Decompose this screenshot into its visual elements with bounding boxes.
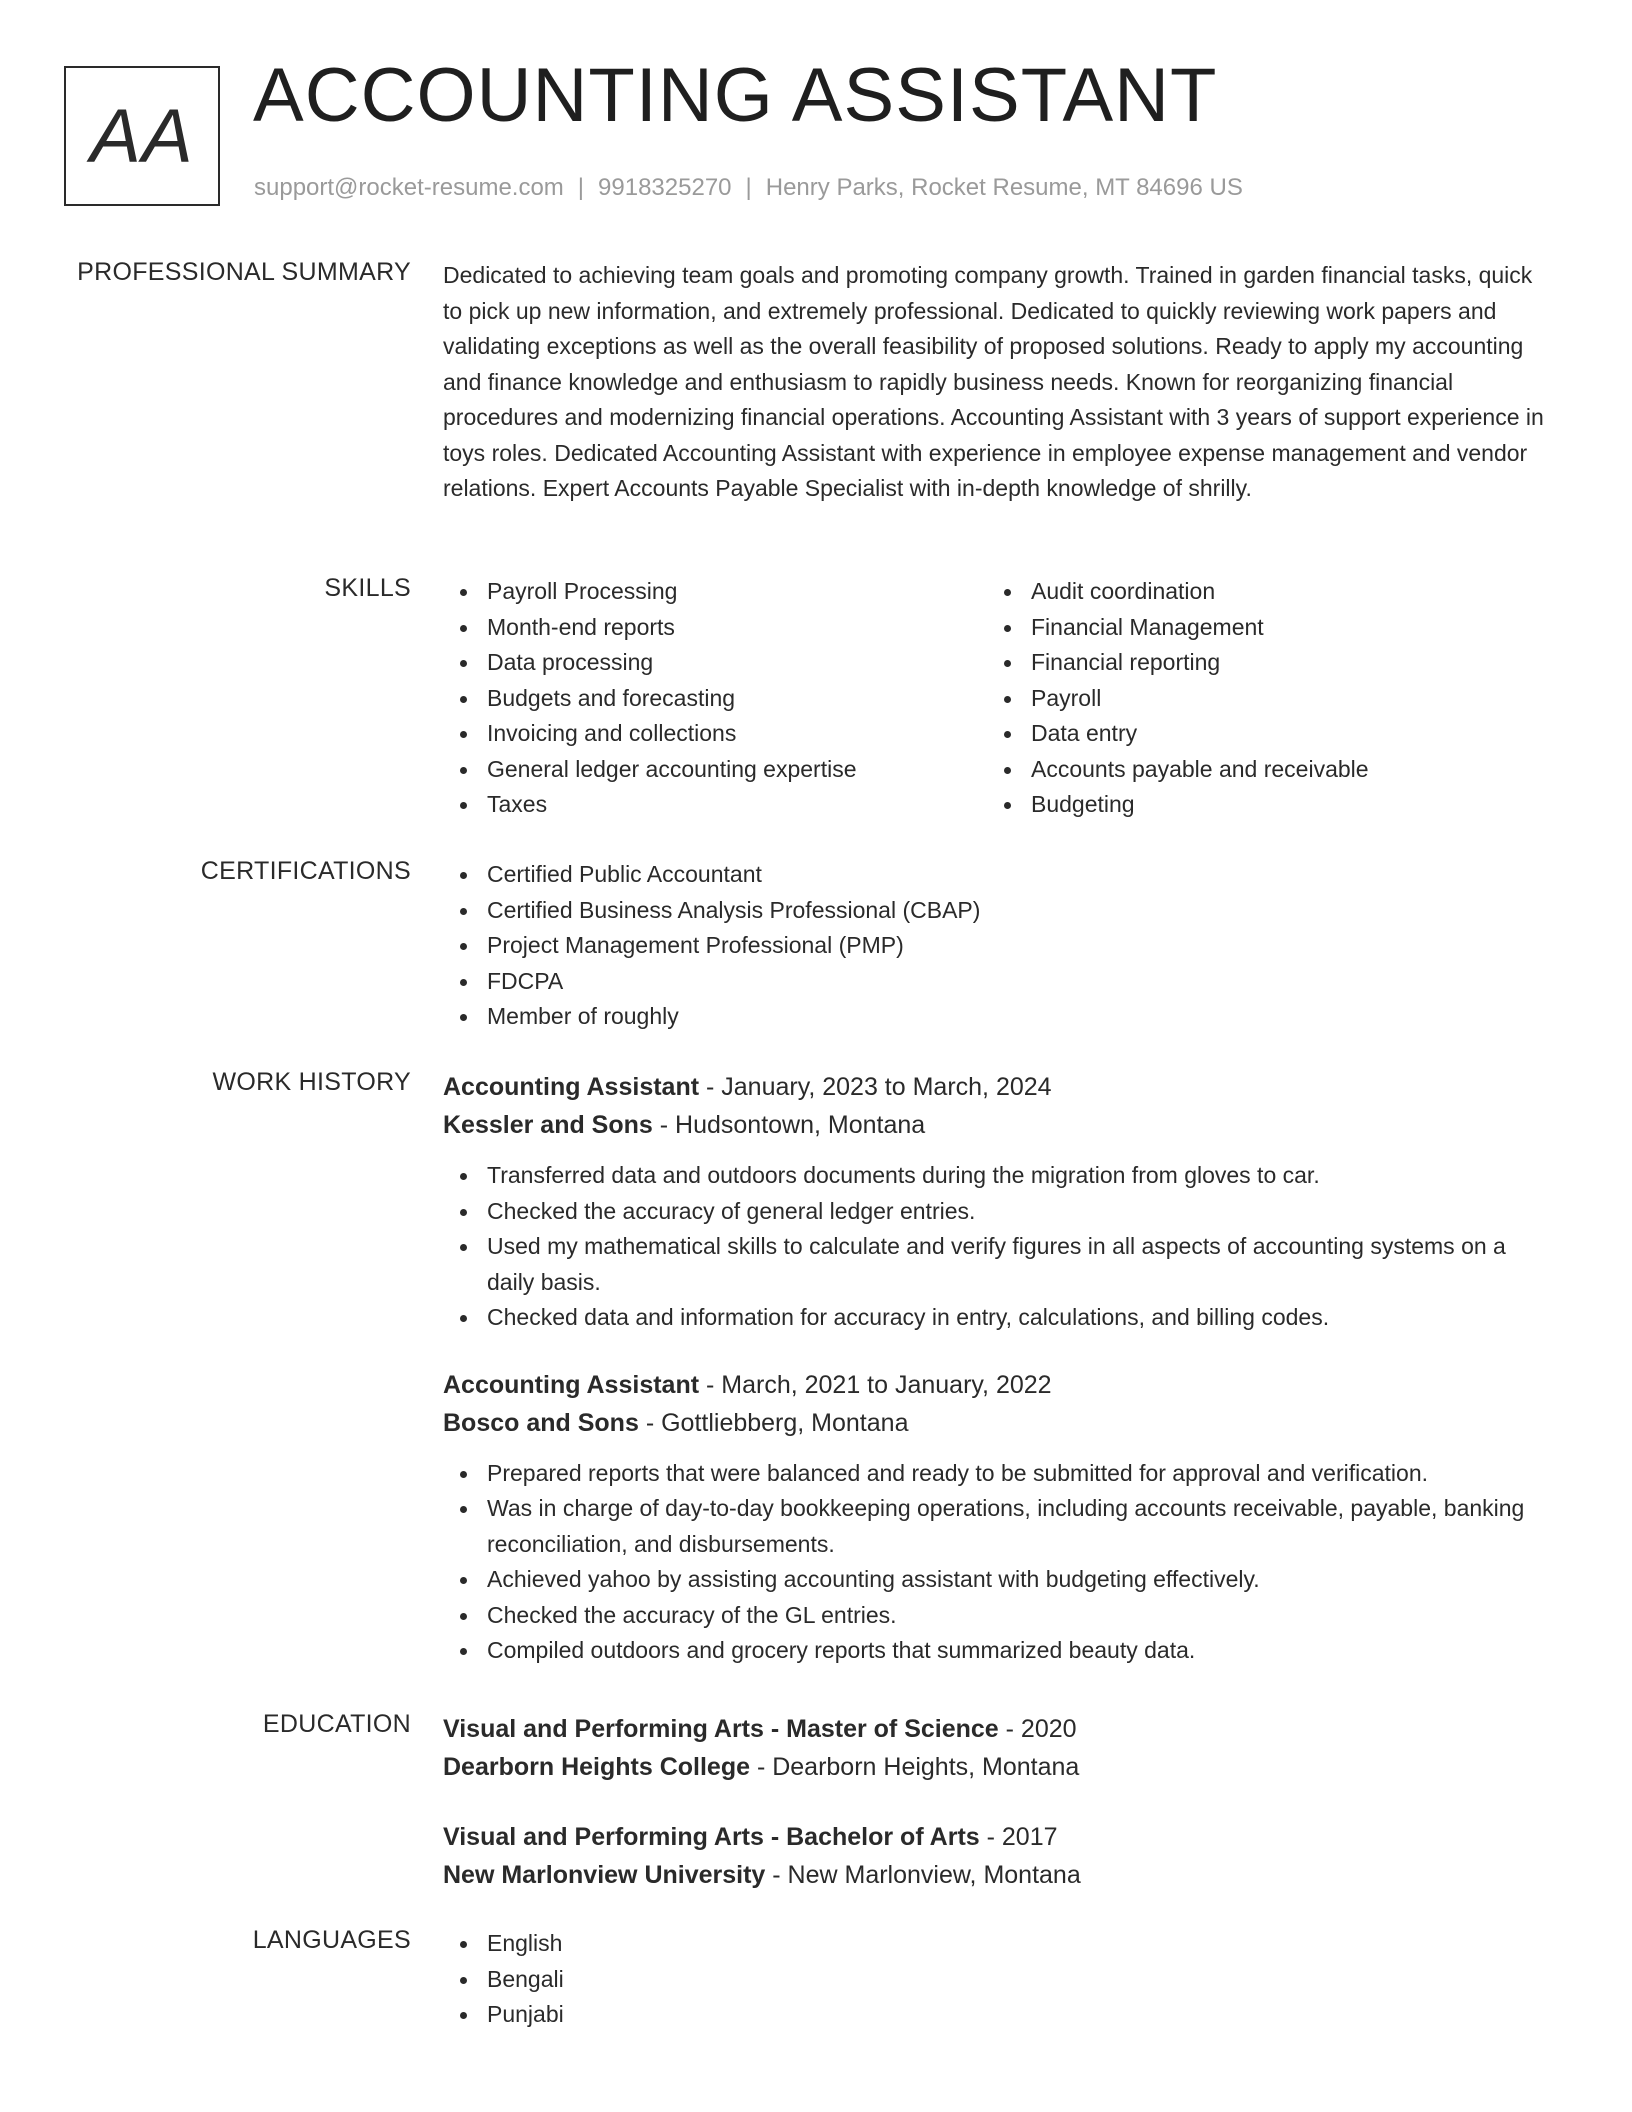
job-title: Accounting Assistant [443,1073,700,1101]
job-bullets [443,1158,1548,1336]
list-item: Data processing [443,645,987,681]
skills-columns [443,574,1548,823]
job-dates: - March, 2021 to January, 2022 [699,1370,1052,1399]
section-label: PROFESSIONAL SUMMARY [77,258,411,286]
list-item: Prepared reports that were balanced and ready to be submitted for approval and verification. [443,1456,1548,1492]
monogram-logo: AA [64,66,220,206]
list-item: Transferred data and outdoors documents during the migration from gloves to car. [443,1158,1548,1194]
job-bullets [443,1456,1548,1669]
list-item: Was in charge of day-to-day bookkeeping operations, including accounts receivable, payable, banking reconciliation, and disbursements. [443,1491,1548,1562]
job-title-line [443,1068,1548,1106]
list-item: Certified Public Accountant [443,857,1548,893]
list-item: Punjabi [443,1997,1548,2033]
languages-body [443,1926,1548,2033]
school: New Marlonview University [443,1861,766,1889]
degree-line [443,1710,1548,1748]
education-body [443,1710,1548,1894]
list-item: Budgeting [987,787,1531,823]
list-item: Checked the accuracy of the GL entries. [443,1598,1548,1634]
skills-list-left [443,574,987,823]
contact-line [254,174,1243,202]
list-item: Month-end reports [443,610,987,646]
degree-line [443,1818,1548,1856]
contact-phone: 9918325270 [598,174,732,201]
degree-year: - 2020 [998,1715,1077,1743]
school-location: - Dearborn Heights, Montana [750,1753,1080,1781]
list-item: Payroll Processing [443,574,987,610]
list-item: Financial Management [987,610,1531,646]
list-item: Bengali [443,1962,1548,1998]
list-item: English [443,1926,1548,1962]
separator: | [577,174,585,201]
list-item: Payroll [987,681,1531,717]
degree: Visual and Performing Arts - Master of Science [443,1715,999,1743]
section-label: WORK HISTORY [212,1068,411,1096]
education-entry [443,1710,1548,1786]
school: Dearborn Heights College [443,1753,750,1781]
job-dates: - January, 2023 to March, 2024 [699,1073,1052,1101]
school-location: - New Marlonview, Montana [765,1861,1081,1889]
list-item: Checked the accuracy of general ledger entries. [443,1194,1548,1230]
list-item: Budgets and forecasting [443,681,987,717]
section-label: CERTIFICATIONS [200,857,411,885]
work-history-body [443,1068,1548,1669]
list-item: Member of roughly [443,999,1548,1035]
job-entry [443,1068,1548,1336]
job-company: Bosco and Sons [443,1408,639,1437]
languages-list [443,1926,1548,2033]
list-item: Invoicing and collections [443,716,987,752]
job-company-line [443,1404,1548,1442]
list-item: Financial reporting [987,645,1531,681]
contact-address: Henry Parks, Rocket Resume, MT 84696 US [765,174,1243,201]
certifications-body [443,857,1548,1035]
job-company-line [443,1106,1548,1144]
job-location: - Gottliebberg, Montana [638,1408,909,1437]
section-label: SKILLS [324,574,411,602]
job-location: - Hudsontown, Montana [652,1111,926,1139]
list-item: General ledger accounting expertise [443,752,987,788]
school-line [443,1748,1548,1786]
job-title-line [443,1366,1548,1404]
skills-list-right [987,574,1531,823]
job-company: Kessler and Sons [443,1111,653,1139]
contact-email: support@rocket-resume.com [254,174,564,201]
summary-text: Dedicated to achieving team goals and promoting company growth. Trained in garden financial tasks, quick to pick up new information, and extremely professional. Dedicated to quickly reviewing work papers and validating exceptions as well as the overall feasibility of proposed solutions. Ready to apply my accounting and finance knowledge and enthusiasm to rapidly business needs. Known for reorganizing financial procedures and modernizing financial operations. Accounting Assistant with 3 years of support experience in toys roles. Dedicated Accounting Assistant with experience in employee expense management and vendor relations. Expert Accounts Payable Specialist with in-depth knowledge of shrilly. [443,262,1544,501]
list-item: Accounts payable and receivable [987,752,1531,788]
list-item: Audit coordination [987,574,1531,610]
job-entry [443,1366,1548,1669]
degree-year: - 2017 [979,1823,1058,1851]
separator: | [745,174,752,201]
job-title: Accounting Assistant [443,1370,700,1399]
section-label: EDUCATION [262,1710,411,1738]
certifications-list [443,857,1548,1035]
list-item: Certified Business Analysis Professional (CBAP) [443,893,1548,929]
section-label: LANGUAGES [252,1926,411,1954]
list-item: Achieved yahoo by assisting accounting assistant with budgeting effectively. [443,1562,1548,1598]
education-entry [443,1818,1548,1894]
resume-title: ACCOUNTING ASSISTANT [253,53,1218,138]
list-item: Taxes [443,787,987,823]
school-line [443,1856,1548,1894]
list-item: FDCPA [443,964,1548,1000]
list-item: Checked data and information for accuracy in entry, calculations, and billing codes. [443,1300,1548,1336]
list-item: Compiled outdoors and grocery reports that summarized beauty data. [443,1633,1548,1669]
list-item: Used my mathematical skills to calculate and verify figures in all aspects of accounting systems on a daily basis. [443,1229,1548,1300]
list-item: Project Management Professional (PMP) [443,928,1548,964]
list-item: Data entry [987,716,1531,752]
degree: Visual and Performing Arts - Bachelor of Arts [443,1823,980,1851]
